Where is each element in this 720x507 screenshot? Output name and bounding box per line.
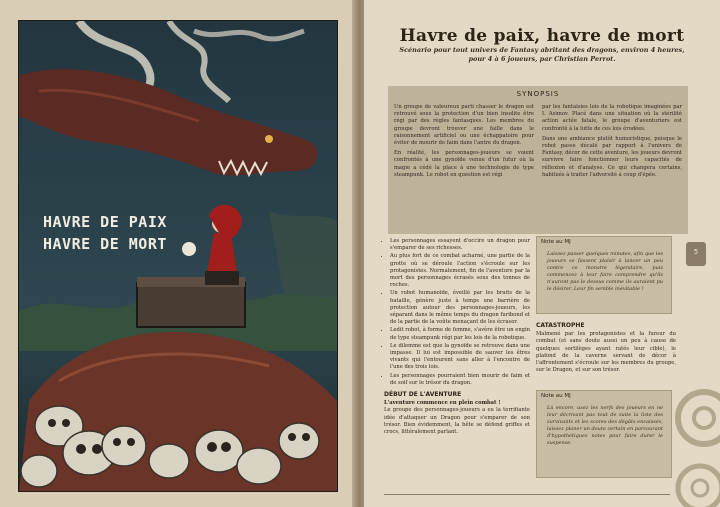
synopsis-paragraph: par les fantaisies lois de la robotique imaginées par I. Asimov. Placé dans une situation où la stérilité action actée fatale, le groupe d'aventuriers est confronté à la lutte de ces lois érodées. — [542, 104, 682, 132]
synopsis-box — [388, 86, 688, 234]
debut-paragraph: Le groupe des personnages-joueurs a eu la terrifiante idée d'attaquer un Dragon pour s'emparer de son trésor. Bien évidemment, la bête se défend griffes et crocs, littéralement parlant. — [384, 407, 530, 436]
debut-lead: L'aventure commence en plein combat ! — [384, 400, 501, 407]
footer-divider — [384, 494, 670, 495]
plot-bullet-list — [384, 238, 530, 387]
gm-note-heading: Note au MJ — [541, 393, 571, 399]
gm-note-heading: Note au MJ — [541, 239, 571, 245]
cover-title-line1: HAVRE DE PAIX — [43, 213, 167, 231]
gm-note-box-2 — [536, 390, 672, 478]
body-column-left — [384, 238, 530, 436]
catastrophe-section — [536, 318, 676, 374]
cover-title-line2: HAVRE DE MORT — [43, 235, 167, 253]
list-item: • Les personnages pourraient bien mourir de faim et de soif sur le trésor du dragon. — [390, 373, 530, 387]
list-item: • Le dilemme est que la gynoïde se retrouve dans une impasse. Il lui est impossible de sauver les êtres vivants qui l'entourent sans aller à l'encontre de l'une des trois lois. — [390, 343, 530, 372]
cover-title — [43, 211, 167, 255]
list-item: • Au plus fort de ce combat acharné, une partie de la grotte où se déroule l'action s'écroule sur les protagonistes. Normalement, fin de l'aventure par la mort des personnages écrasés sous des tonnes de roches. — [390, 253, 530, 289]
list-item: • Les personnages essayent d'occire un dragon pour s'emparer de ses richesses. — [390, 238, 530, 252]
synopsis-paragraph: En réalité, les personnages-joueurs se voient confrontés à une gynoïde venue d'un futur où la magie a cédé la place à une technologie de type steampunk. Le robot en question est régi — [394, 150, 534, 178]
gear-icon — [660, 378, 720, 507]
synopsis-paragraph: Un groupe de valeureux parti chasser le dragon est retrouvé sous la protection d'un bien insolite être régi par des règles fantasques. Les membres du groupe devront trouver une faille dans le raisonnement artificiel ou une échappatoire pour éviter de mourir de faim dans l'antre du dragon. — [394, 104, 534, 147]
cover-illustration — [18, 20, 338, 492]
scenario-subtitle: Scénario pour tout univers de Fantasy abritant des dragons, environ 4 heures, pour 4 à 6 joueurs, par Christian Perrot. — [399, 46, 685, 63]
gm-note-box-1 — [536, 236, 672, 314]
page-number: 5 — [693, 248, 699, 256]
synopsis-column-1 — [394, 104, 534, 182]
list-item: • Un robot humanoïde, éveillé par les bruits de la bataille, génère juste à temps une barrière de protection autour des personnages-joueurs, les séparant dans le même temps du dragon furibond et de la partie de la voûte menaçant de les écraser. — [390, 290, 530, 326]
right-page — [364, 0, 720, 507]
gm-note-text: Là encore, usez les nerfs des joueurs en ne leur décrivant pas tout de suite la liste des survivants et les scores des dégâts encaissés, laissez planer un doute certain en parcourant d'hypothétiques notes pour faire durer le suspense. — [547, 405, 663, 446]
synopsis-paragraph: Dans une ambiance plutôt humoristique, puisque le robot passe décalé par rapport à l'univers de Fantasy, décor de cette aventure, les joueurs devront survivre faire fonctionner leurs capacités de réflexion et d'analyse. Ce qui changera certains, habitués à traiter l'adversité à coup d'épée. — [542, 135, 682, 178]
page-number-badge — [686, 242, 706, 266]
list-item: • Ledit robot, à forme de femme, s'avère être un engin de type steampunk régi par les lois de la robotique. — [390, 327, 530, 341]
catastrophe-paragraph: Malmené par les protagonistes et la fureur du combat (et sans doute aussi un peu à cause de quelques sortilèges ayant ratés leur cible), le plafond de la caverne servant de décor à l'affrontement s'écroule sur les membres du groupe, sur le Dragon, et sur son trésor. — [536, 331, 676, 374]
debut-heading: DÉBUT DE L'AVENTURE — [384, 391, 462, 399]
dragon-illustration — [19, 21, 337, 491]
synopsis-column-2 — [542, 104, 682, 182]
synopsis-heading: SYNOPSIS — [516, 90, 560, 98]
gm-note-text: Laissez passer quelques minutes, afin que les joueurs se fassent plaisir à lancer un peu contre ce monstre légendaire, puis commencez à leur faire comprendre qu'ils n'auront pas le dessus comme ils auraient pu le désirer. Leur fin semble inévitable ! — [547, 251, 663, 292]
scenario-title: Havre de paix, havre de mort — [399, 26, 685, 46]
catastrophe-heading: CATASTROPHE — [536, 322, 585, 329]
